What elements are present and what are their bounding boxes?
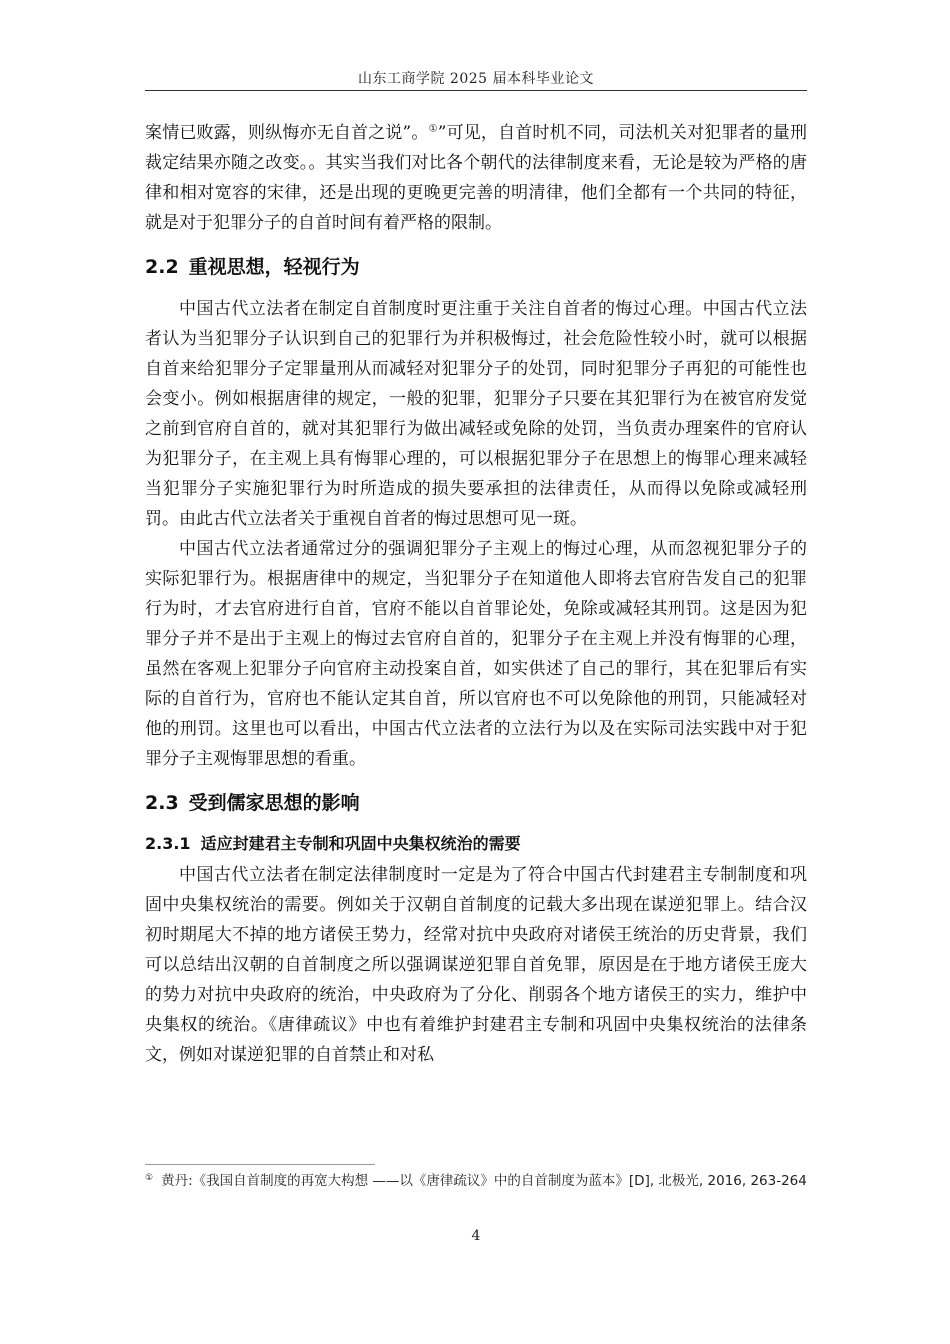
page-number: 4 (471, 1228, 481, 1244)
paragraph-1: 中国古代立法者在制定自首制度时更注重于关注自首者的悔过心理。中国古代立法者认为当犯罪分子认识到自己的犯罪行为并积极悔过，社会危险性较小时，就可以根据自首来给犯罪分子定罪量刑从而减轻对犯罪分子的处罚，同时犯罪分子再犯的可能性也会变小。例如根据唐律的规定，一般的犯罪，犯罪分子只要在其犯罪行为在被官府发觉之前到官府自首的，就对其犯罪行为做出减轻或免除的处罚，当负责办理案件的官府认为犯罪分子，在主观上具有悔罪心理的，可以根据犯罪分子在思想上的悔罪心理来减轻当犯罪分子实施犯罪行为时所造成的损失要承担的法律责任，从而得以免除或减轻刑罚。由此古代立法者关于重视自首者的悔过思想可见一斑。 (145, 299, 807, 529)
header-divider (145, 90, 807, 91)
section-heading-2-3 (145, 788, 807, 818)
subsection-heading-2-3-1 (145, 830, 807, 858)
footnote (145, 1172, 807, 1191)
section-heading-2-2 (145, 252, 807, 282)
paragraph-3: 中国古代立法者在制定法律制度时一定是为了符合中国古代封建君主专制制度和巩固中央集权统治的需要。例如关于汉朝自首制度的记载大多出现在谋逆犯罪上。结合汉初时期尾大不掉的地方诸侯王势力，经常对抗中央政府对诸侯王统治的历史背景，我们可以总结出汉朝的自首制度之所以强调谋逆犯罪自首免罪，原因是在于地方诸侯王庞大的势力对抗中央政府的统治，中央政府为了分化、削弱各个地方诸侯王的实力，维护中央集权的统治。《唐律疏议》中也有着维护封建君主专制和巩固中央集权统治的法律条文，例如对谋逆犯罪的自首禁止和对私 (145, 865, 807, 1065)
section-title: 受到儒家思想的影响 (188, 792, 360, 814)
subsection-number: 2.3.1 (145, 834, 191, 853)
footnote-divider (145, 1164, 375, 1165)
section-number: 2.2 (145, 256, 179, 278)
paragraph-continued (145, 118, 807, 238)
subsection-title: 适应封建君主专制和巩固中央集权统治的需要 (200, 834, 521, 853)
section-title: 重视思想，轻视行为 (188, 256, 360, 278)
footnote-reference[interactable]: ① (428, 123, 438, 135)
section-number: 2.3 (145, 792, 179, 814)
paragraph-2: 中国古代立法者通常过分的强调犯罪分子主观上的悔过心理，从而忽视犯罪分子的实际犯罪行为。根据唐律中的规定，当犯罪分子在知道他人即将去官府告发自己的犯罪行为时，才去官府进行自首，官府不能以自首罪论处，免除或减轻其刑罚。这是因为犯罪分子并不是出于主观上的悔过去官府自首的，犯罪分子在主观上并没有悔罪的心理，虽然在客观上犯罪分子向官府主动投案自首，如实供述了自己的罪行，其在犯罪后有实际的自首行为，官府也不能认定其自首，所以官府也不可以免除他的刑罚，只能减轻对他的刑罚。这里也可以看出，中国古代立法者的立法行为以及在实际司法实践中对于犯罪分子主观悔罪思想的看重。 (145, 539, 807, 769)
body-text (145, 118, 807, 1070)
footnote-marker: ① (145, 1172, 154, 1183)
paragraph-continued-text-b: ”可见，自首时机不同，司法机关对犯罪者的量刑裁定结果亦随之改变。。其实当我们对比各个朝代的法律制度来看，无论是较为严格的唐律和相对宽容的宋律，还是出现的更晚更完善的明清律，他们全都有一个共同的特征，就是对于犯罪分子的自首时间有着严格的限制。 (145, 123, 807, 233)
running-header: 山东工商学院 2025 届本科毕业论文 (357, 71, 595, 87)
footnote-text: 黄丹:《我国自首制度的再宽大构想 ——以《唐律疏议》中的自首制度为蓝本》[D], 北极光, 2016, 263-264 (161, 1173, 807, 1189)
paragraph-continued-text-a: 案情已败露，则纵悔亦无自首之说”。 (145, 123, 429, 143)
